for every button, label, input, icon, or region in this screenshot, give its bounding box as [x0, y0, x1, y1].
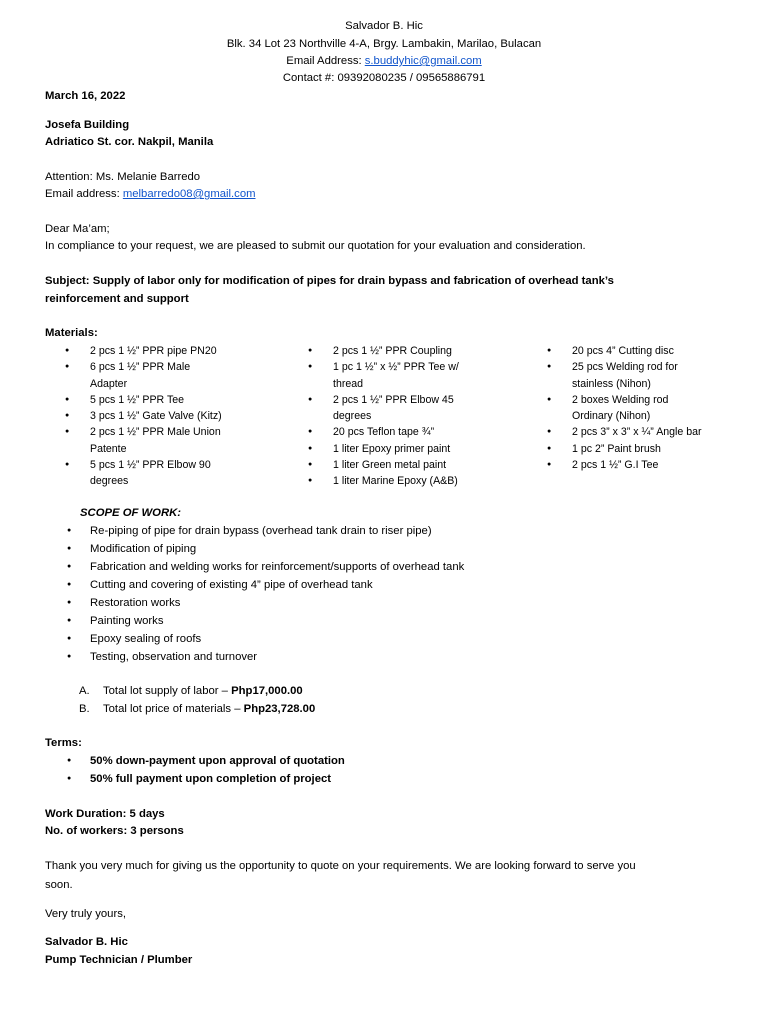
material-item: ● 2 pcs 1 ½” PPR pipe PN20 [65, 343, 280, 359]
material-item: ● 5 pcs 1 ½” PPR Elbow 90 degrees [65, 457, 280, 490]
materials-column-1 [65, 343, 280, 490]
recipient-email-link[interactable]: melbarredo08@gmail.com [122, 188, 256, 200]
letter-date: March 16, 2022 [45, 90, 126, 102]
material-item: ● 2 boxes Welding rod Ordinary (Nihon) [547, 392, 747, 425]
material-item: ● 3 pcs 1 ½” Gate Valve (Kitz) [65, 408, 280, 424]
signature-name: Salvador B. Hic [45, 936, 128, 948]
material-item: ● 2 pcs 1 ½” PPR Coupling [308, 343, 523, 359]
material-item: ● 2 pcs 1 ½” G.I Tee [547, 457, 747, 473]
material-item: ● 25 pcs Welding rod for stainless (Nihon) [547, 359, 747, 392]
closing-line-2: soon. [45, 879, 73, 891]
recipient-email-line [45, 186, 256, 202]
materials-column-2 [308, 343, 523, 490]
scope-item: ● Fabrication and welding works for reinforcement/supports of overhead tank [45, 558, 464, 576]
terms-heading: Terms: [45, 737, 82, 749]
scope-item: ● Testing, observation and turnover [45, 648, 464, 666]
material-item: ● 20 pcs Teflon tape ¾” [308, 424, 523, 440]
sender-name: Salvador B. Hic [345, 20, 423, 32]
material-item: ● 1 pc 1 ½” x ½” PPR Tee w/ thread [308, 359, 523, 392]
material-item: ● 2 pcs 1 ½” PPR Elbow 45 degrees [308, 392, 523, 425]
intro-paragraph: In compliance to your request, we are pleased to submit our quotation for your evaluation and consideration. [45, 240, 586, 252]
closing-line-1: Thank you very much for giving us the opportunity to quote on your requirements. We are looking forward to serve you [45, 860, 636, 872]
subject-line-2: reinforcement and support [45, 293, 189, 305]
salutation: Dear Ma’am; [45, 223, 110, 235]
total-labor: A. Total lot supply of labor – Php17,000.00 [79, 685, 303, 697]
recipient-email-label: Email address: [45, 188, 123, 200]
sender-email-link[interactable]: s.buddyhic@gmail.com [364, 55, 482, 67]
terms-item: ● 50% down-payment upon approval of quotation [45, 752, 345, 770]
sender-email-label: Email Address: [286, 55, 365, 67]
work-duration: Work Duration: 5 days [45, 808, 165, 820]
recipient-attention: Attention: Ms. Melanie Barredo [45, 171, 201, 183]
material-item: ● 1 liter Marine Epoxy (A&B) [308, 473, 523, 489]
signoff: Very truly yours, [45, 908, 126, 920]
recipient-building: Josefa Building [45, 119, 130, 131]
material-item: ● 2 pcs 1 ½” PPR Male Union Patente [65, 424, 280, 457]
material-item: ● 2 pcs 3” x 3” x ¼” Angle bar [547, 424, 747, 440]
material-item: ● 20 pcs 4” Cutting disc [547, 343, 747, 359]
materials-column-3 [547, 343, 747, 473]
scope-item: ● Cutting and covering of existing 4” pipe of overhead tank [45, 576, 464, 594]
totals-list [45, 682, 315, 718]
scope-item: ● Epoxy sealing of roofs [45, 630, 464, 648]
material-item: ● 1 liter Green metal paint [308, 457, 523, 473]
terms-item: ● 50% full payment upon completion of project [45, 770, 345, 788]
scope-list [45, 522, 464, 666]
sender-address: Blk. 34 Lot 23 Northville 4-A, Brgy. Lambakin, Marilao, Bulacan [226, 38, 542, 50]
terms-list [45, 752, 345, 788]
scope-heading: SCOPE OF WORK: [80, 507, 182, 519]
scope-item: ● Re-piping of pipe for drain bypass (overhead tank drain to riser pipe) [45, 522, 464, 540]
material-item: ● 6 pcs 1 ½” PPR Male Adapter [65, 359, 280, 392]
recipient-street: Adriatico St. cor. Nakpil, Manila [45, 136, 214, 148]
materials-heading: Materials: [45, 327, 98, 339]
scope-item: ● Restoration works [45, 594, 464, 612]
signature-title: Pump Technician / Plumber [45, 954, 193, 966]
material-item: ● 1 pc 2” Paint brush [547, 441, 747, 457]
workers-count: No. of workers: 3 persons [45, 825, 184, 837]
subject-line-1: Subject: Supply of labor only for modification of pipes for drain bypass and fabrication of overhead tank’s [45, 275, 614, 287]
total-materials: B. Total lot price of materials – Php23,728.00 [79, 703, 316, 715]
material-item: ● 1 liter Epoxy primer paint [308, 441, 523, 457]
sender-email-line [0, 53, 768, 69]
scope-item: ● Painting works [45, 612, 464, 630]
sender-contact: Contact #: 09392080235 / 09565886791 [282, 72, 486, 84]
material-item: ● 5 pcs 1 ½” PPR Tee [65, 392, 280, 408]
scope-item: ● Modification of piping [45, 540, 464, 558]
